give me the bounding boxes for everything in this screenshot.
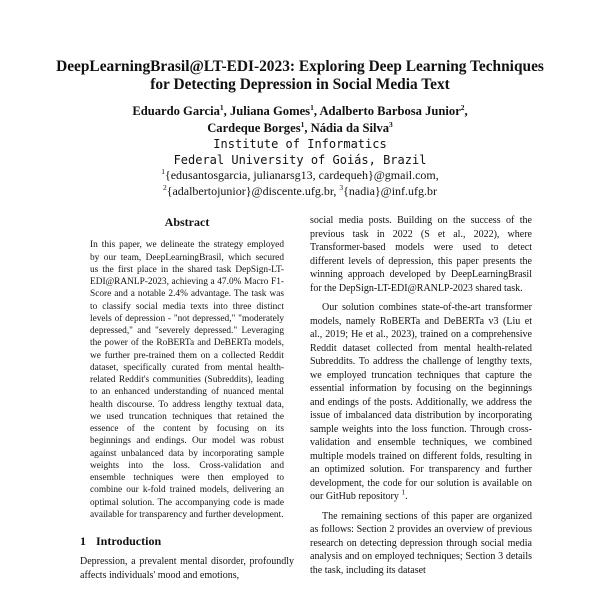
email-text: {edusantosgarcia, julianarsg13, cardequeh}@gmail.com, — [164, 168, 439, 182]
institute-name: Institute of Informatics — [213, 137, 387, 151]
authors-line-1: Eduardo Garcia$^1$, Juliana Gomes$^1$, Adalberto Barbosa Junior$^2$, — [132, 102, 468, 118]
author-list — [40, 103, 560, 137]
email-text: {adalbertojunior}@discente.ufg.br, — [166, 184, 337, 198]
body-paragraph — [310, 301, 532, 504]
abstract-text: In this paper, we delineate the strategy employed by our team, DeepLearningBrasil, which secured us the first place in the shared task DepSign-LT-EDI@RANLP-2023, achieving a 47.0% Macro F1-Score and a notable 2.4% advantage. The task was to classify social media texts into three distinct levels of depression - "not depressed," "moderately depressed," and "severely depressed." Leveraging the power of the RoBERTa and DeBERTa models, we further pre-trained them on a collected Reddit dataset, specifically curated from mental health-related Reddit's communities (Subreddits), leading to an enhanced understanding of nuanced mental health discourse. To address lengthy textual data, we used truncation techniques that retained the essence of the content by focusing on its beginnings and endings. Our model was robust against unbalanced data by incorporating sample weights into the loss. Cross-validation and ensemble techniques were then employed to combine our k-fold trained models, delivering an optimal solution. The accompanying code is made available for transparency and further development. — [90, 240, 284, 520]
introduction-paragraph: Depression, a prevalent mental disorder, profoundly affects individuals' mood and emotions, — [80, 556, 294, 581]
author-name: Nádia da Silva — [310, 121, 390, 135]
body-text: Our solution combines state-of-the-art transformer models, namely RoBERTa and DeBERTa v3 (Liu et al., 2019; He et al., 2023), trained on a comprehensive Reddit dataset collected from mental health-related Subreddits. To address the challenge of lengthy texts, we employed truncation techniques that capture the essential information by focusing on the beginnings and endings of the posts. Additionally, we address the issue of imbalanced data distribution by incorporating sample weights into the loss function. Through cross-validation and ensemble techniques, we combined multiple models trained on different folds, resulting in an optimized solution. For transparency and further development, the code for our solution is available on our GitHub repository — [310, 302, 532, 502]
author-name: Juliana Gomes — [229, 104, 311, 118]
affiliation-marker: 1 — [300, 119, 305, 129]
footnote-marker: 1 — [401, 487, 406, 497]
right-column — [310, 214, 532, 577]
abstract-heading: Abstract — [164, 215, 210, 229]
left-column — [80, 214, 294, 582]
email-text: {nadia}@inf.ufg.br — [343, 184, 438, 198]
university-name: Federal University of Goiás, Brazil — [173, 153, 427, 167]
email-line-2 — [40, 183, 560, 199]
affiliation-marker: 1 — [310, 102, 314, 112]
affiliation-marker: 2 — [460, 102, 465, 112]
affiliation-marker: 2 — [162, 183, 167, 192]
body-paragraph: social media posts. Building on the success of the previous task in 2022 (S et al., 2022), where Transformer-based models were used to detect different levels of depression, this paper presents the winning approach developed by DeepLearningBrasil for the DepSign-LT-EDI@RANLP-2023 shared task. — [310, 215, 532, 294]
authors-line-2: Cardeque Borges$^1$, Nádia da Silva$^3$ — [207, 119, 393, 135]
section-heading-introduction — [80, 533, 294, 549]
affiliation-marker: 1 — [219, 102, 224, 112]
email-line-1 — [40, 167, 560, 183]
author-name: Cardeque Borges — [207, 121, 301, 135]
title-line-1: DeepLearningBrasil@LT-EDI-2023: Exploring Deep Learning Techniques — [56, 58, 544, 75]
body-text: . — [405, 491, 408, 502]
section-number: 1 — [80, 534, 86, 549]
author-name: Adalberto Barbosa Junior — [319, 104, 461, 118]
affiliation-marker: 1 — [161, 167, 165, 176]
section-title: Introduction — [96, 534, 162, 549]
title-line-2: for Detecting Depression in Social Media Text — [150, 76, 450, 93]
affiliation-marker: 3 — [389, 119, 393, 129]
author-name: Eduardo Garcia — [132, 104, 220, 118]
affiliation-marker: 3 — [339, 183, 344, 192]
body-paragraph: The remaining sections of this paper are organized as follows: Section 2 provides an overview of previous research on detecting depression through social media analysis and on employed techniques; Section 3 details the task, including its dataset — [310, 510, 532, 576]
paper-title — [40, 58, 560, 94]
